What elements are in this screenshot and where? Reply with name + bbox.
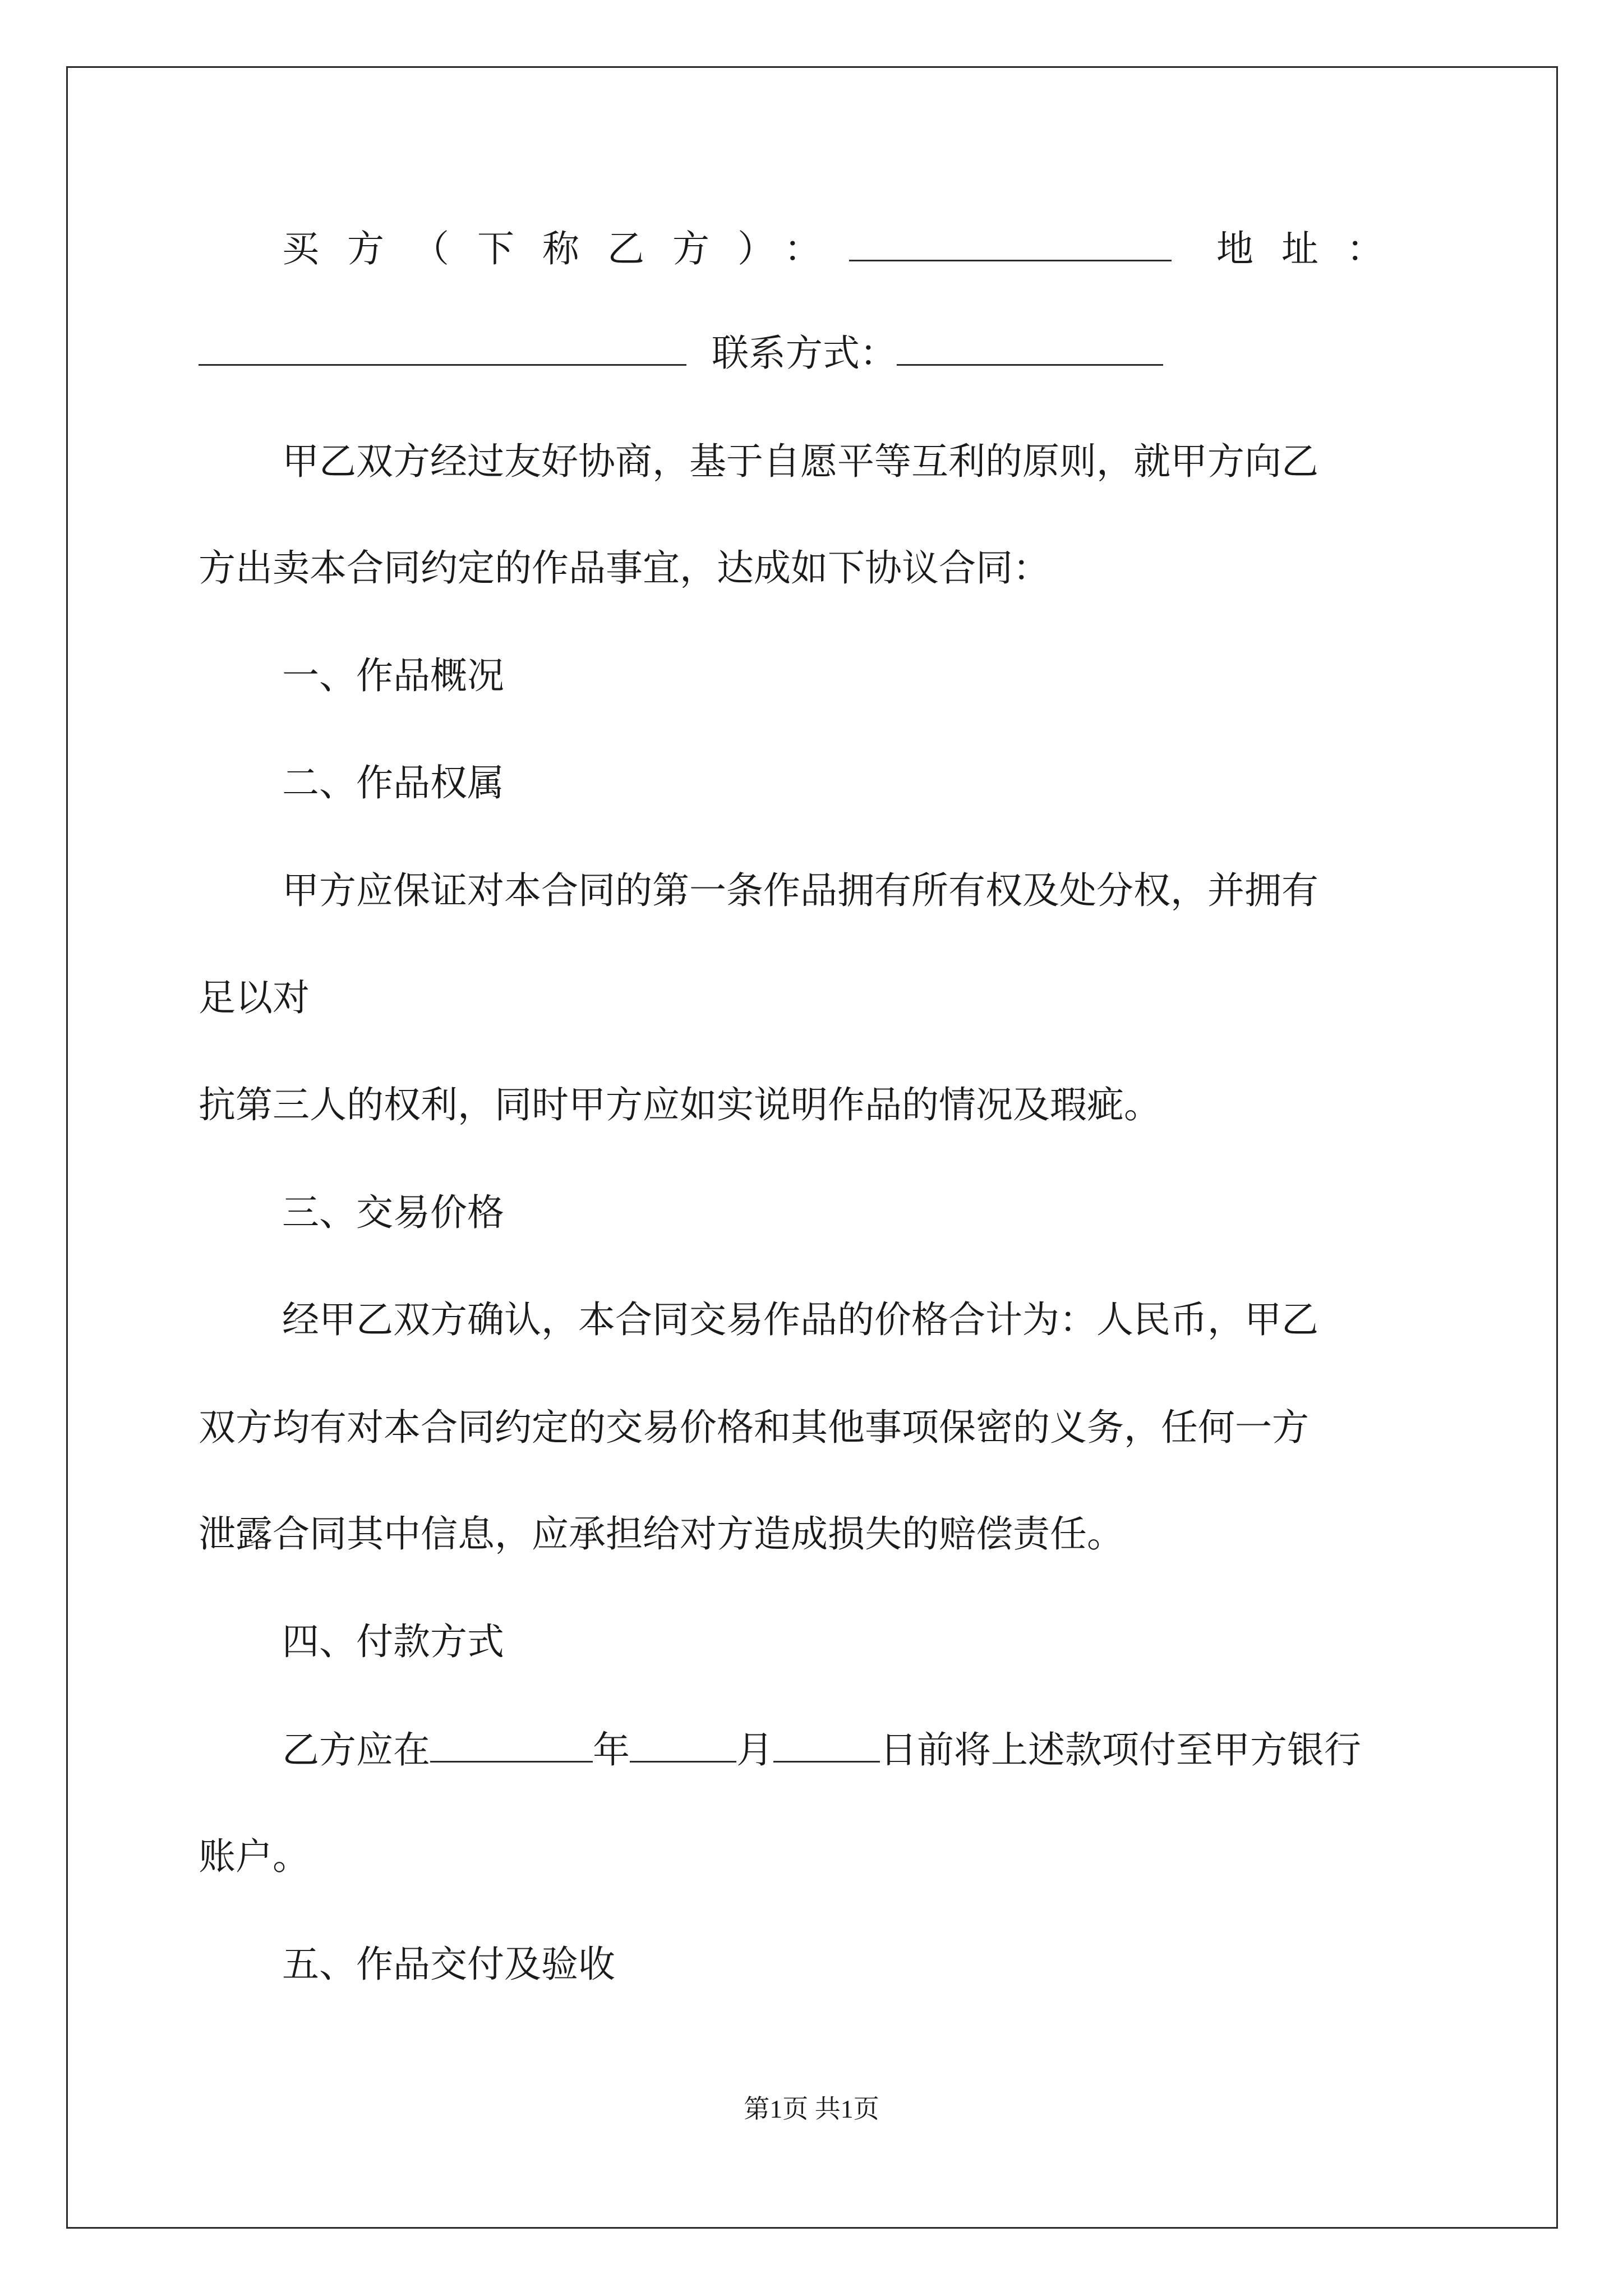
paragraph-intro-2: 方出卖本合同约定的作品事宜，达成如下协议合同： xyxy=(199,546,1050,590)
section-heading-4: 四、付款方式 xyxy=(282,1620,504,1663)
payment-month-label: 月 xyxy=(736,1728,773,1772)
payment-day-blank[interactable] xyxy=(773,1729,880,1763)
buyer-name-blank[interactable] xyxy=(849,228,1172,261)
section-heading-2: 二、作品权属 xyxy=(282,761,504,804)
page-border xyxy=(66,66,1558,2229)
payment-prefix: 乙方应在 xyxy=(282,1728,430,1772)
address-blank[interactable] xyxy=(199,333,686,366)
contact-label: 联系方式： xyxy=(712,332,897,375)
paragraph-ownership-2: 足以对 xyxy=(199,976,310,1019)
contact-line xyxy=(199,332,1432,375)
paragraph-price-2: 双方均有对本合同约定的交易价格和其他事项保密的义务，任何一方 xyxy=(199,1406,1309,1449)
payment-year-blank[interactable] xyxy=(430,1729,593,1763)
section-heading-3: 三、交易价格 xyxy=(282,1191,504,1234)
paragraph-ownership-1: 甲方应保证对本合同的第一条作品拥有所有权及处分权，并拥有 xyxy=(282,869,1318,912)
contact-blank[interactable] xyxy=(897,333,1163,366)
payment-month-blank[interactable] xyxy=(630,1729,736,1763)
paragraph-price-1: 经甲乙双方确认，本合同交易作品的价格合计为：人民币，甲乙 xyxy=(282,1298,1318,1341)
section-heading-1: 一、作品概况 xyxy=(282,654,504,697)
section-heading-5: 五、作品交付及验收 xyxy=(282,1943,615,1986)
buyer-line xyxy=(282,228,1516,270)
paragraph-ownership-3: 抗第三人的权利，同时甲方应如实说明作品的情况及瑕疵。 xyxy=(199,1083,1161,1126)
payment-suffix: 日前将上述款项付至甲方银行 xyxy=(880,1728,1361,1772)
buyer-label: 买方（下称乙方）： xyxy=(282,227,849,270)
payment-year-label: 年 xyxy=(593,1728,630,1772)
paragraph-payment-2: 账户。 xyxy=(199,1835,310,1878)
paragraph-price-3: 泄露合同其中信息，应承担给对方造成损失的赔偿责任。 xyxy=(199,1512,1124,1556)
page-footer: 第1页 共1页 xyxy=(744,2095,879,2123)
paragraph-intro-1: 甲乙双方经过友好协商，基于自愿平等互利的原则，就甲方向乙 xyxy=(282,440,1318,483)
paragraph-payment-1 xyxy=(282,1729,1516,1772)
address-label: 地址： xyxy=(1216,227,1412,270)
